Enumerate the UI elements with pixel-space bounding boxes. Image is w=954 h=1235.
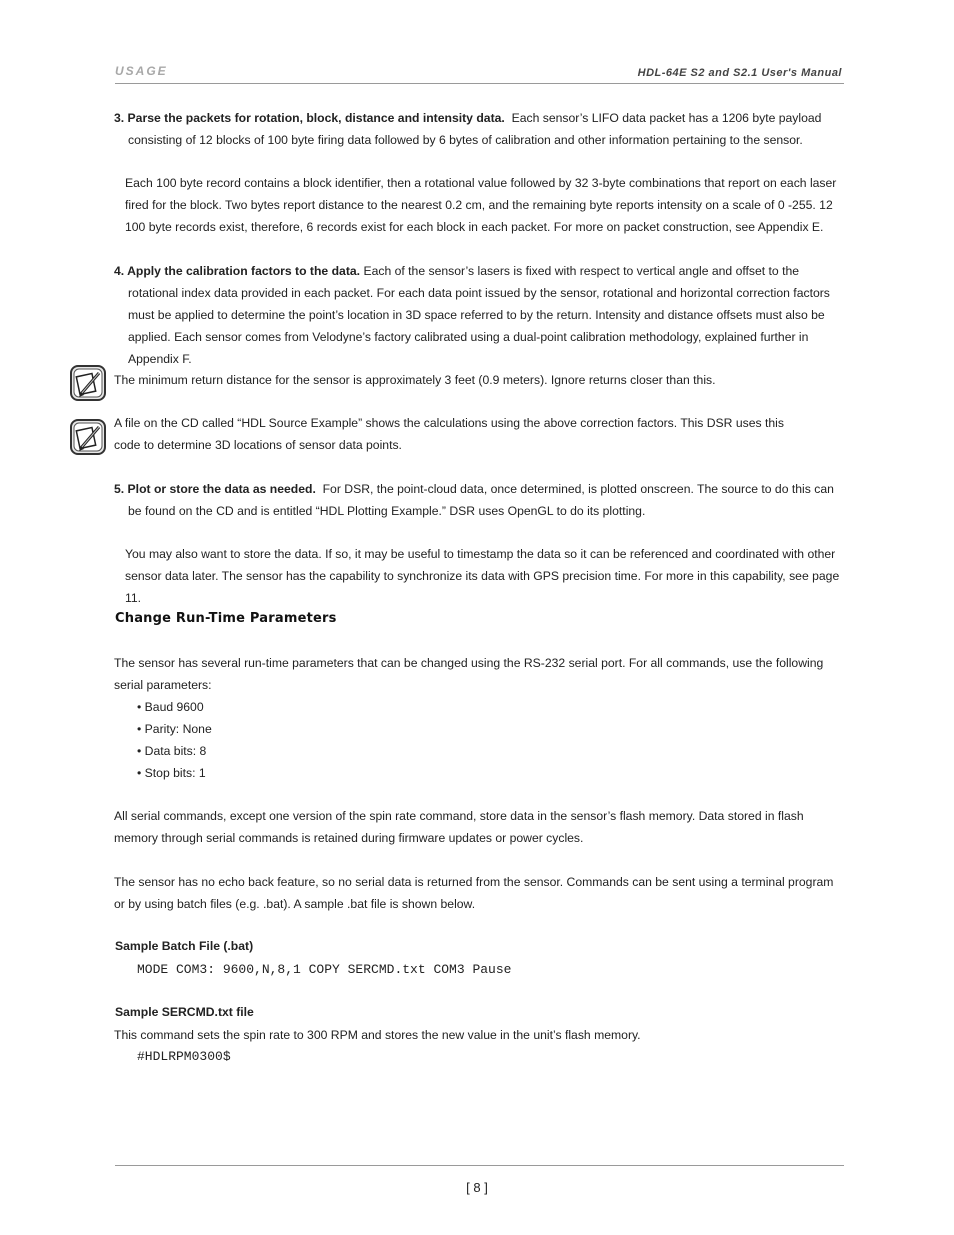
serial-params-list xyxy=(137,696,212,784)
header-section-label: USAGE xyxy=(115,64,168,78)
page-number: [ 8 ] xyxy=(466,1180,488,1195)
note-pencil-icon xyxy=(69,418,107,456)
header-divider xyxy=(115,83,844,84)
list-item: • Data bits: 8 xyxy=(137,740,212,762)
note-pencil-icon xyxy=(69,364,107,402)
step-3-paragraph xyxy=(114,107,846,151)
step-4-text: Each of the sensor’s lasers is fixed with respect to vertical angle and offset to the rotational index data provided in each packet. For each data point issued by the sensor, rotational and horizontal correction factors must be applied to determine the point’s location in 3D space referred to by the return. Intensity and distance offsets must also be applied. Each sensor comes from Velodyne’s factory calibrated using a dual-point calibration methodology, explained further in Appendix F. xyxy=(128,264,830,366)
echo-note: The sensor has no echo back feature, so no serial data is returned from the sensor. Commands can be sent using a terminal program or by using batch files (e.g. .bat). A sample .bat file is shown below. xyxy=(114,875,834,911)
flash-memory-note: All serial commands, except one version of the spin rate command, store data in the sensor’s flash memory. Data stored in flash memory through serial commands is retained during firmware updates or power cycles. xyxy=(114,809,804,845)
header-manual-title: HDL-64E S2 and S2.1 User's Manual xyxy=(637,67,842,79)
sercmd-description: This command sets the spin rate to 300 RPM and stores the new value in the unit’s flash memory. xyxy=(114,1028,641,1042)
note-1-text: The minimum return distance for the sensor is approximately 3 feet (0.9 meters). Ignore returns closer than this. xyxy=(114,373,716,387)
step-3-text: Each sensor’s LIFO data packet has a 1206 byte payload consisting of 12 blocks of 100 byte firing data followed by 6 bytes of calibration and other information pertaining to the sensor. xyxy=(128,111,822,147)
step-3-followup: Each 100 byte record contains a block identifier, then a rotational value followed by 32 3-byte combinations that report on each laser fired for the block. Two bytes report distance to the nearest 0.2 cm, and the remaining byte reports intensity on a scale of 0 -255. 12 100 byte records exist, therefore, 6 records exist for each block in each packet. For more on packet construction, see Appendix E. xyxy=(125,176,837,234)
batch-file-code: MODE COM3: 9600,N,8,1 COPY SERCMD.txt COM3 Pause xyxy=(137,962,512,977)
list-item: • Baud 9600 xyxy=(137,696,212,718)
section-heading: Change Run-Time Parameters xyxy=(115,611,337,626)
runtime-intro-line-1: The sensor has several run-time parameters that can be changed using the RS-232 serial port. For all commands, use the following xyxy=(114,656,824,670)
step-4-paragraph xyxy=(114,260,846,370)
step-5-followup: You may also want to store the data. If so, it may be useful to timestamp the data so it can be referenced and coordinated with other sensor data later. The sensor has the capability to synchronize its data with GPS precision time. For more in this capability, see page 11. xyxy=(125,547,840,605)
step-5-paragraph xyxy=(114,478,846,522)
sercmd-code: #HDLRPM0300$ xyxy=(137,1049,231,1064)
list-item: • Stop bits: 1 xyxy=(137,762,212,784)
list-item: • Parity: None xyxy=(137,718,212,740)
runtime-intro-line-2: serial parameters: xyxy=(114,678,212,692)
step-3-lead: 3. Parse the packets for rotation, block, distance and intensity data. xyxy=(114,111,505,125)
step-5-text: For DSR, the point-cloud data, once determined, is plotted onscreen. The source to do this can be found on the CD and is entitled “HDL Plotting Example.” DSR uses OpenGL to do its plotting. xyxy=(128,482,834,518)
step-4-lead: 4. Apply the calibration factors to the data. xyxy=(114,264,361,278)
batch-file-heading: Sample Batch File (.bat) xyxy=(115,939,254,953)
sercmd-heading: Sample SERCMD.txt file xyxy=(115,1005,254,1019)
step-5-lead: 5. Plot or store the data as needed. xyxy=(114,482,316,496)
note-2-text: A file on the CD called “HDL Source Example” shows the calculations using the above correction factors. This DSR uses this code to determine 3D locations of sensor data points. xyxy=(114,416,784,452)
footer-divider xyxy=(115,1165,844,1166)
